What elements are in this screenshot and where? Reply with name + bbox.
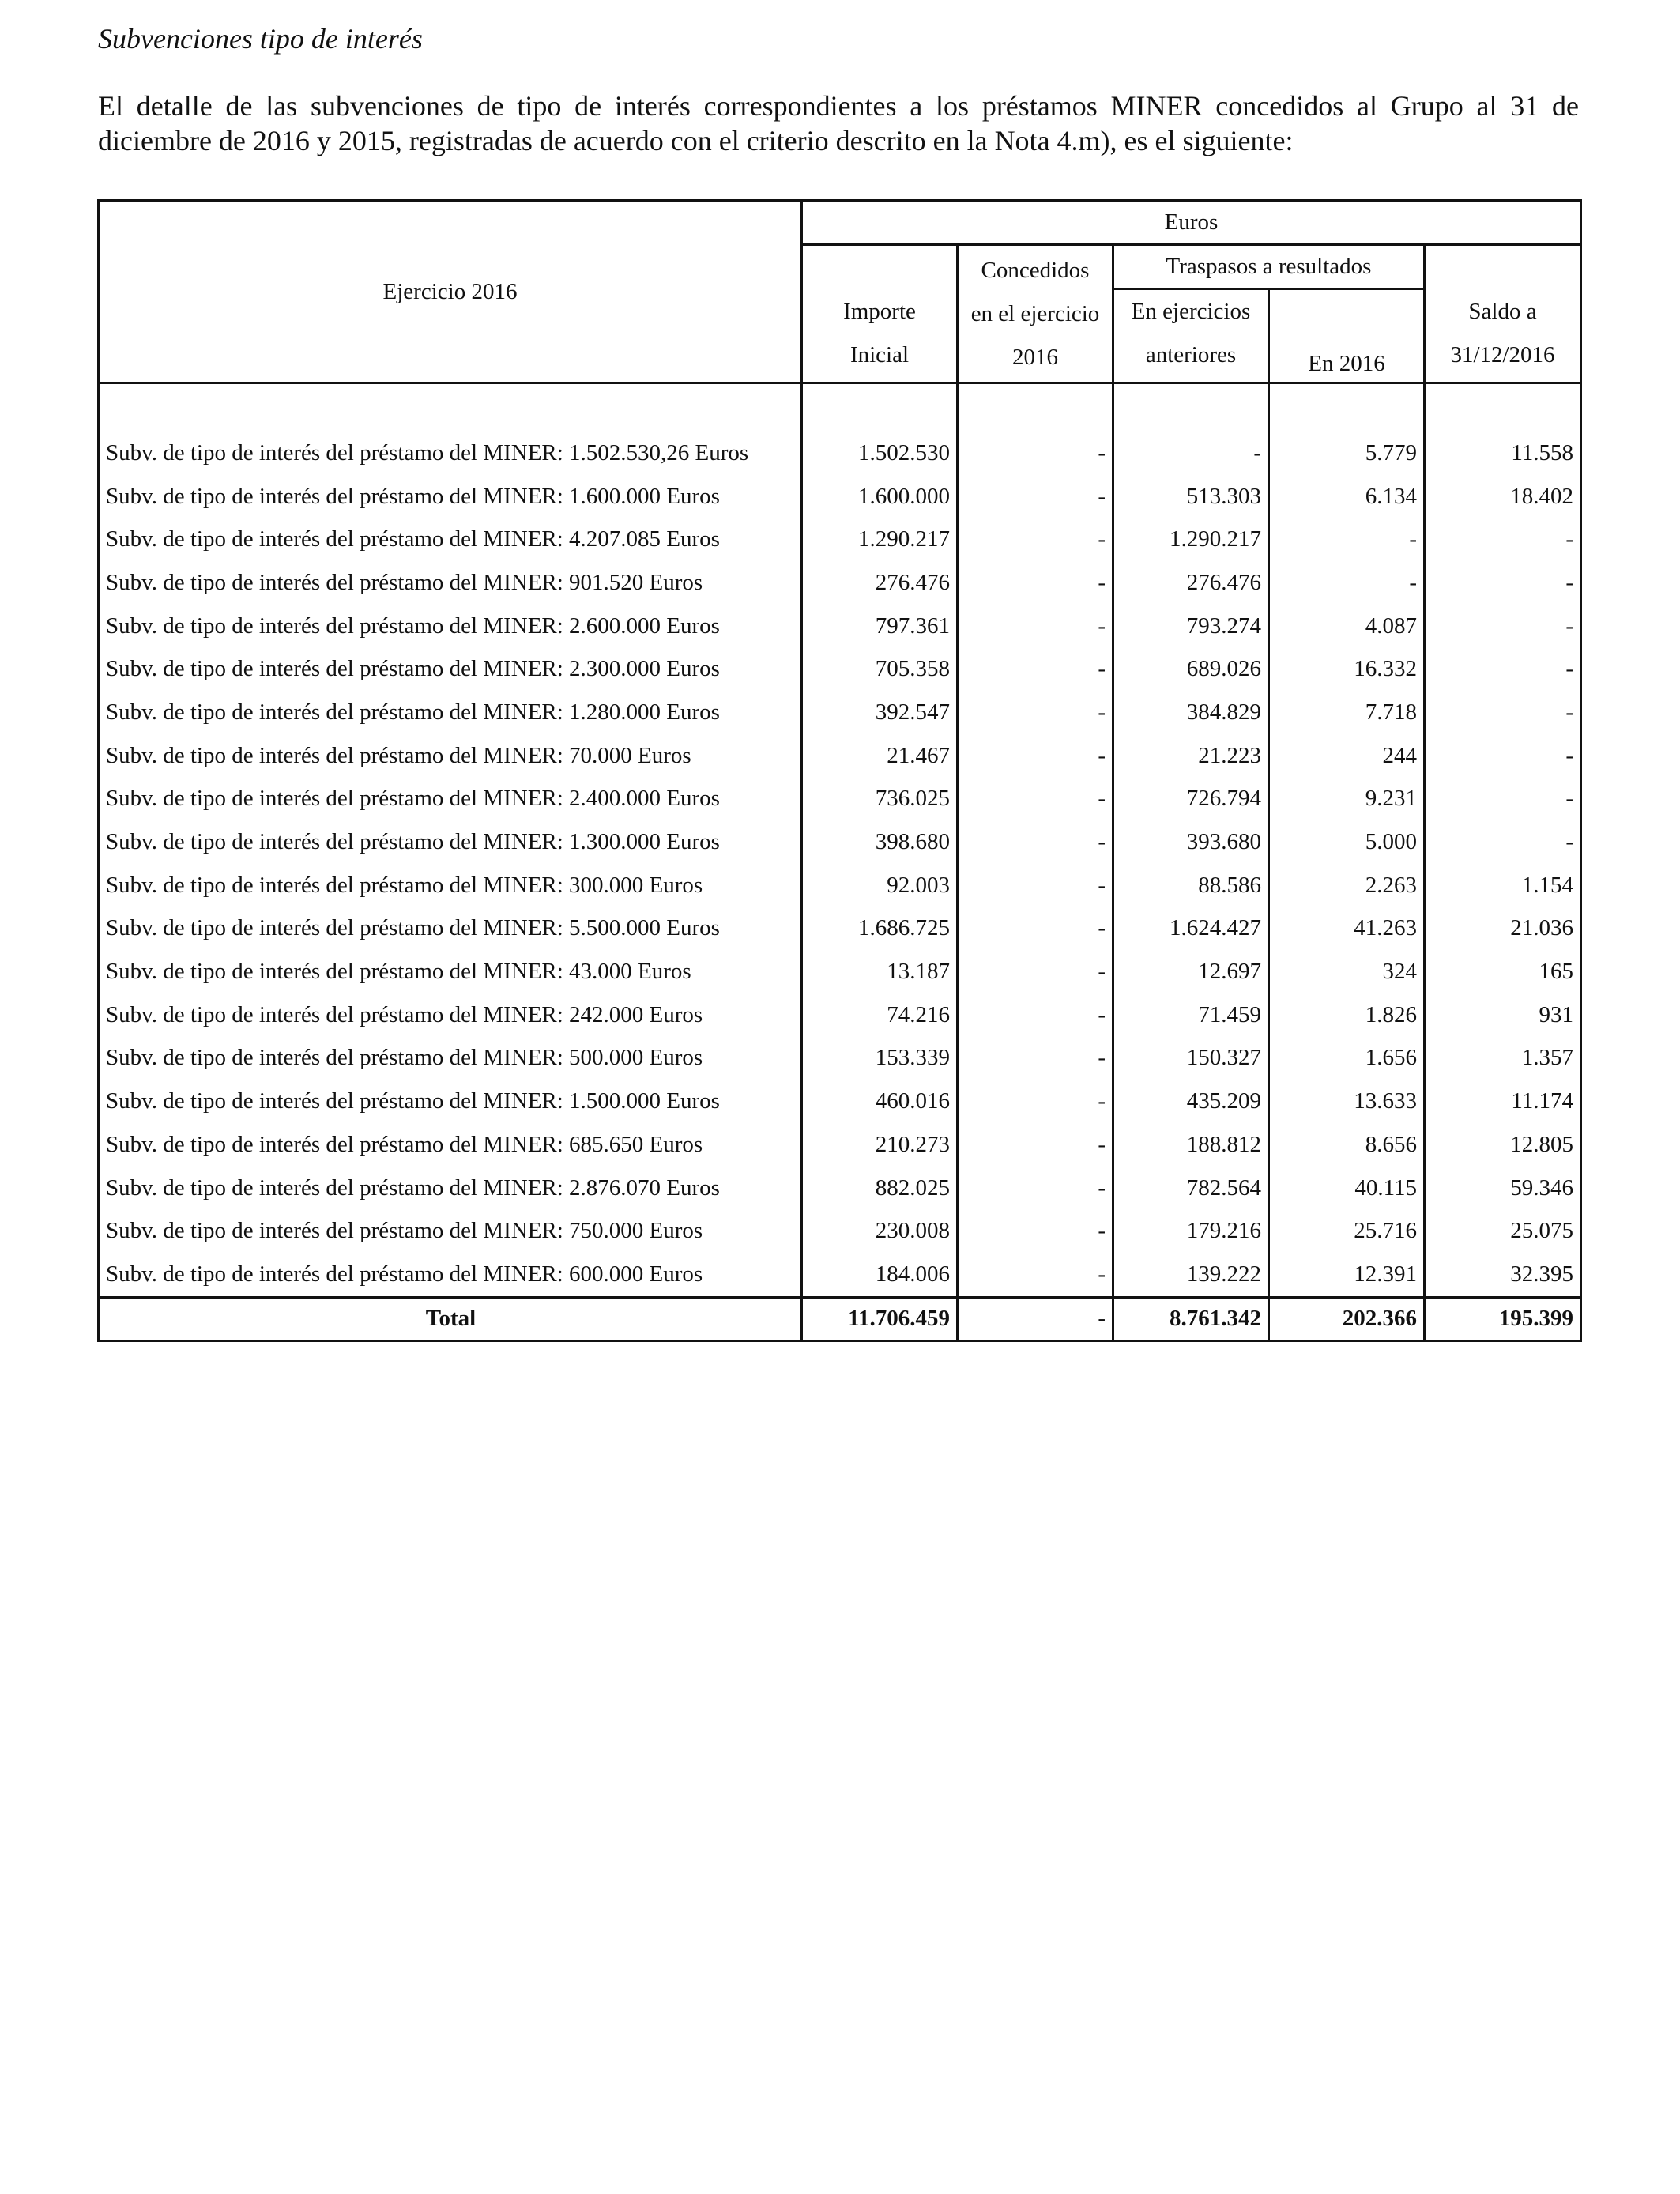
row-label: Subv. de tipo de interés del préstamo del MINER: 1.280.000 Euros [99,691,802,734]
cell-anteriores: 782.564 [1113,1167,1269,1210]
cell-anteriores: 793.274 [1113,605,1269,648]
cell-concedidos: - [958,1037,1113,1080]
cell-importe: 74.216 [802,993,958,1037]
cell-concedidos: - [958,1253,1113,1297]
total-anteriores: 8.761.342 [1113,1297,1269,1340]
table-row [99,518,1581,561]
header-anteriores: En ejercicios anteriores [1113,289,1269,383]
cell-saldo: - [1425,734,1581,778]
row-label: Subv. de tipo de interés del préstamo del MINER: 2.400.000 Euros [99,778,802,821]
row-label: Subv. de tipo de interés del préstamo del MINER: 600.000 Euros [99,1253,802,1297]
cell-en2016: 4.087 [1269,605,1425,648]
cell-concedidos: - [958,950,1113,993]
cell-saldo: - [1425,778,1581,821]
cell-saldo: - [1425,518,1581,561]
cell-saldo: 11.558 [1425,432,1581,475]
cell-anteriores: 139.222 [1113,1253,1269,1297]
cell-saldo: 1.357 [1425,1037,1581,1080]
table-total [99,1297,1581,1340]
cell-importe: 153.339 [802,1037,958,1080]
cell-en2016: 25.716 [1269,1209,1425,1253]
cell-concedidos: - [958,647,1113,691]
header-importe: Importe Inicial [802,245,958,383]
cell-en2016: 40.115 [1269,1167,1425,1210]
table-row [99,1123,1581,1167]
cell-anteriores: 393.680 [1113,820,1269,864]
section-heading: Subvenciones tipo de interés [98,23,423,55]
cell-en2016: 1.656 [1269,1037,1425,1080]
cell-anteriores: 689.026 [1113,647,1269,691]
row-label: Subv. de tipo de interés del préstamo del MINER: 901.520 Euros [99,561,802,605]
cell-en2016: - [1269,518,1425,561]
header-en2016: En 2016 [1269,289,1425,383]
spacer-cell [1113,383,1269,432]
cell-concedidos: - [958,475,1113,518]
row-label: Subv. de tipo de interés del préstamo del MINER: 2.300.000 Euros [99,647,802,691]
cell-saldo: - [1425,647,1581,691]
cell-concedidos: - [958,518,1113,561]
cell-importe: 736.025 [802,778,958,821]
cell-en2016: - [1269,561,1425,605]
cell-saldo: 11.174 [1425,1080,1581,1123]
cell-importe: 705.358 [802,647,958,691]
table-row [99,907,1581,951]
row-label: Subv. de tipo de interés del préstamo del MINER: 1.502.530,26 Euros [99,432,802,475]
row-label: Subv. de tipo de interés del préstamo del MINER: 1.500.000 Euros [99,1080,802,1123]
cell-en2016: 8.656 [1269,1123,1425,1167]
cell-anteriores: 188.812 [1113,1123,1269,1167]
cell-importe: 276.476 [802,561,958,605]
table-row [99,1037,1581,1080]
cell-en2016: 9.231 [1269,778,1425,821]
cell-anteriores: 1.624.427 [1113,907,1269,951]
table-row [99,1080,1581,1123]
header-traspasos: Traspasos a resultados [1113,245,1425,289]
cell-en2016: 13.633 [1269,1080,1425,1123]
cell-en2016: 12.391 [1269,1253,1425,1297]
header-currency: Euros [802,201,1581,245]
cell-saldo: 59.346 [1425,1167,1581,1210]
table-row [99,820,1581,864]
cell-anteriores: 88.586 [1113,864,1269,907]
cell-anteriores: 150.327 [1113,1037,1269,1080]
cell-importe: 184.006 [802,1253,958,1297]
row-label: Subv. de tipo de interés del préstamo del MINER: 1.300.000 Euros [99,820,802,864]
table-row [99,993,1581,1037]
header-saldo: Saldo a 31/12/2016 [1425,245,1581,383]
cell-en2016: 2.263 [1269,864,1425,907]
cell-concedidos: - [958,1209,1113,1253]
table-header [99,201,1581,383]
cell-concedidos: - [958,993,1113,1037]
row-label: Subv. de tipo de interés del préstamo del MINER: 242.000 Euros [99,993,802,1037]
cell-anteriores: 71.459 [1113,993,1269,1037]
cell-importe: 392.547 [802,691,958,734]
table-row [99,778,1581,821]
cell-saldo: 25.075 [1425,1209,1581,1253]
table-body [99,383,1581,1298]
row-label: Subv. de tipo de interés del préstamo del MINER: 5.500.000 Euros [99,907,802,951]
cell-anteriores: 726.794 [1113,778,1269,821]
spacer-cell [1425,383,1581,432]
table-row [99,1253,1581,1297]
cell-anteriores: - [1113,432,1269,475]
cell-saldo: 32.395 [1425,1253,1581,1297]
cell-concedidos: - [958,561,1113,605]
cell-saldo: - [1425,820,1581,864]
cell-saldo: - [1425,561,1581,605]
spacer-cell [802,383,958,432]
row-label: Subv. de tipo de interés del préstamo del MINER: 70.000 Euros [99,734,802,778]
header-row-label: Ejercicio 2016 [99,201,802,383]
cell-concedidos: - [958,907,1113,951]
cell-en2016: 16.332 [1269,647,1425,691]
cell-importe: 1.600.000 [802,475,958,518]
table-row [99,1209,1581,1253]
table-row [99,864,1581,907]
cell-en2016: 5.000 [1269,820,1425,864]
table-row [99,734,1581,778]
spacer-row [99,383,1581,432]
row-label: Subv. de tipo de interés del préstamo del MINER: 2.876.070 Euros [99,1167,802,1210]
header-concedidos: Concedidos en el ejercicio 2016 [958,245,1113,383]
cell-en2016: 6.134 [1269,475,1425,518]
cell-saldo: 12.805 [1425,1123,1581,1167]
cell-en2016: 244 [1269,734,1425,778]
cell-importe: 21.467 [802,734,958,778]
table-row [99,561,1581,605]
cell-anteriores: 384.829 [1113,691,1269,734]
cell-importe: 13.187 [802,950,958,993]
spacer-cell [958,383,1113,432]
row-label: Subv. de tipo de interés del préstamo del MINER: 500.000 Euros [99,1037,802,1080]
cell-anteriores: 12.697 [1113,950,1269,993]
table-row [99,950,1581,993]
cell-importe: 797.361 [802,605,958,648]
cell-saldo: 21.036 [1425,907,1581,951]
cell-saldo: - [1425,605,1581,648]
cell-importe: 230.008 [802,1209,958,1253]
cell-concedidos: - [958,820,1113,864]
row-label: Subv. de tipo de interés del préstamo del MINER: 300.000 Euros [99,864,802,907]
table-row [99,647,1581,691]
cell-anteriores: 276.476 [1113,561,1269,605]
cell-importe: 460.016 [802,1080,958,1123]
cell-concedidos: - [958,734,1113,778]
cell-concedidos: - [958,432,1113,475]
row-label: Subv. de tipo de interés del préstamo del MINER: 2.600.000 Euros [99,605,802,648]
cell-concedidos: - [958,778,1113,821]
cell-en2016: 7.718 [1269,691,1425,734]
cell-importe: 1.290.217 [802,518,958,561]
cell-concedidos: - [958,1167,1113,1210]
row-label: Subv. de tipo de interés del préstamo del MINER: 4.207.085 Euros [99,518,802,561]
cell-anteriores: 513.303 [1113,475,1269,518]
cell-importe: 210.273 [802,1123,958,1167]
cell-importe: 398.680 [802,820,958,864]
subsidies-table [97,199,1582,1342]
cell-anteriores: 435.209 [1113,1080,1269,1123]
cell-saldo: 165 [1425,950,1581,993]
table-row [99,605,1581,648]
table-row [99,1167,1581,1210]
spacer-cell [1269,383,1425,432]
total-row [99,1297,1581,1340]
total-saldo: 195.399 [1425,1297,1581,1340]
total-label: Total [99,1297,802,1340]
table-row [99,475,1581,518]
cell-saldo: 18.402 [1425,475,1581,518]
cell-concedidos: - [958,864,1113,907]
cell-importe: 1.502.530 [802,432,958,475]
spacer-cell [99,383,802,432]
cell-saldo: 931 [1425,993,1581,1037]
cell-en2016: 5.779 [1269,432,1425,475]
table-row [99,432,1581,475]
cell-concedidos: - [958,1123,1113,1167]
row-label: Subv. de tipo de interés del préstamo del MINER: 1.600.000 Euros [99,475,802,518]
cell-anteriores: 1.290.217 [1113,518,1269,561]
total-importe: 11.706.459 [802,1297,958,1340]
cell-en2016: 41.263 [1269,907,1425,951]
cell-concedidos: - [958,1080,1113,1123]
total-concedidos: - [958,1297,1113,1340]
cell-importe: 1.686.725 [802,907,958,951]
intro-paragraph: El detalle de las subvenciones de tipo de interés correspondientes a los préstamos MINER concedidos al Grupo al 31 de diciembre de 2016 y 2015, registradas de acuerdo con el criterio descrito en la Nota 4.m), es el siguiente: [98,90,1579,156]
total-en2016: 202.366 [1269,1297,1425,1340]
cell-concedidos: - [958,605,1113,648]
cell-concedidos: - [958,691,1113,734]
row-label: Subv. de tipo de interés del préstamo del MINER: 43.000 Euros [99,950,802,993]
cell-anteriores: 179.216 [1113,1209,1269,1253]
table-row [99,691,1581,734]
cell-en2016: 1.826 [1269,993,1425,1037]
cell-anteriores: 21.223 [1113,734,1269,778]
cell-en2016: 324 [1269,950,1425,993]
cell-importe: 882.025 [802,1167,958,1210]
row-label: Subv. de tipo de interés del préstamo del MINER: 750.000 Euros [99,1209,802,1253]
row-label: Subv. de tipo de interés del préstamo del MINER: 685.650 Euros [99,1123,802,1167]
cell-saldo: 1.154 [1425,864,1581,907]
cell-saldo: - [1425,691,1581,734]
cell-importe: 92.003 [802,864,958,907]
